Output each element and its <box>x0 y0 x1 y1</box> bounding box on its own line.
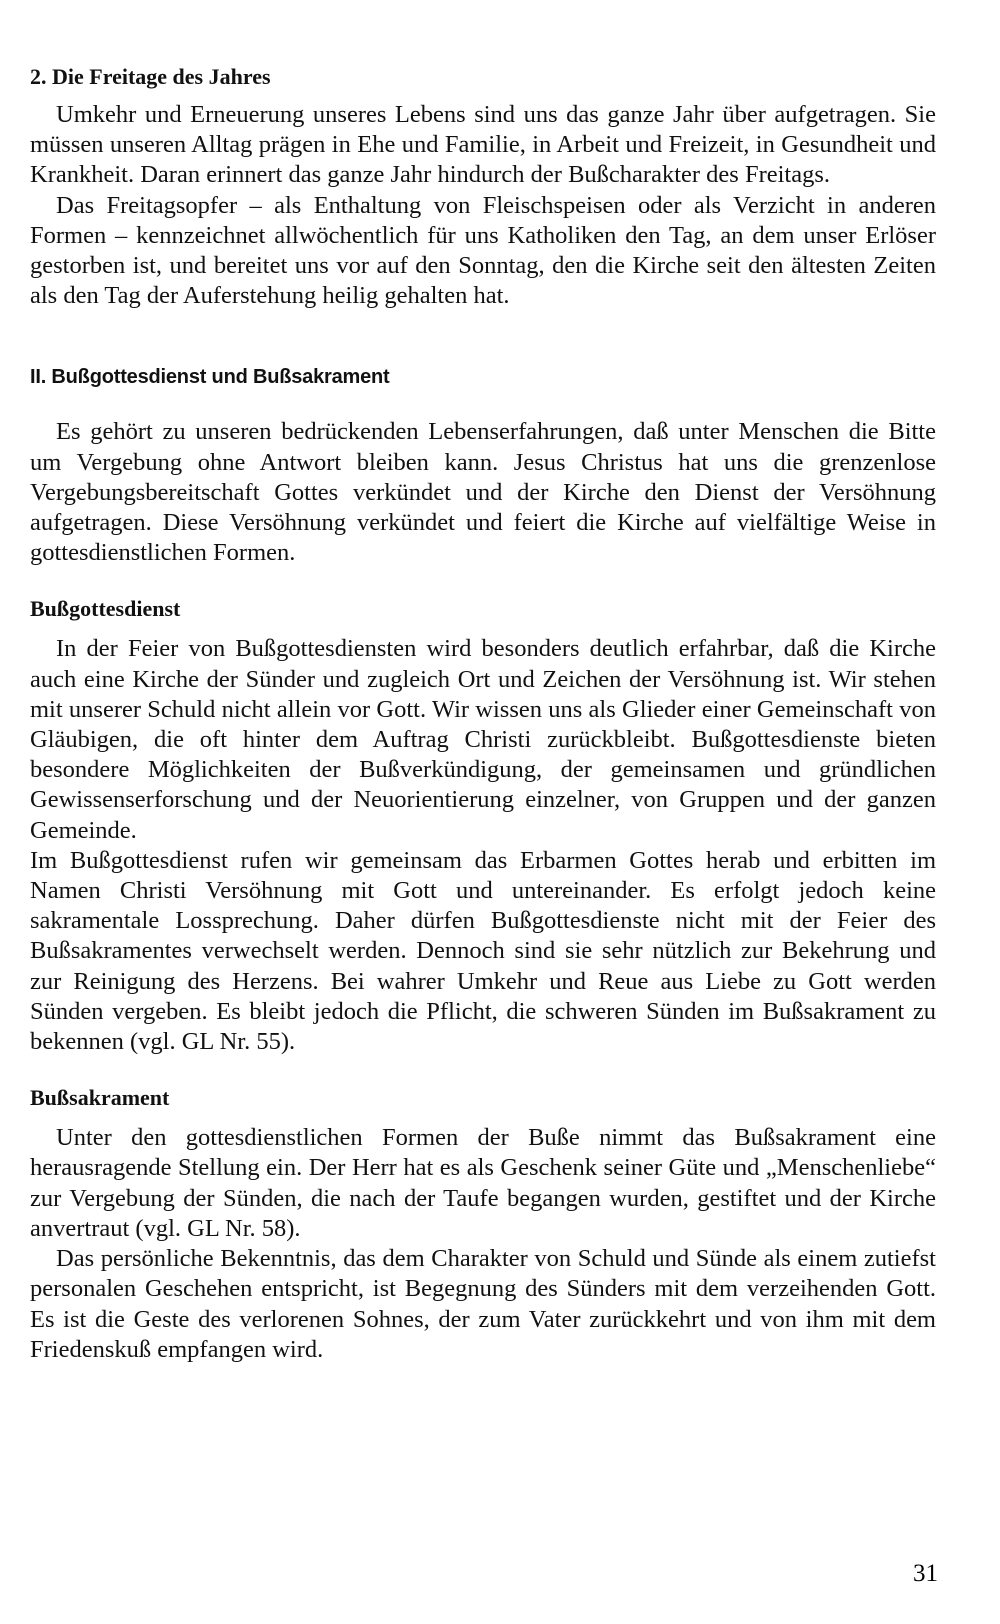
paragraph: Im Bußgottesdienst rufen wir gemeinsam das Erbarmen Gottes herab und erbitten im Namen Christi Versöhnung mit Gott und untereinander. Es erfolgt jedoch keine sakramentale Lossprechung. Daher dürfen Bußgottesdienste nicht mit der Feier des Bußsakramentes verwechselt werden. Dennoch sind sie sehr nützlich zur Bekehrung und zur Reinigung des Herzens. Bei wahrer Umkehr und Reue aus Liebe zu Gott werden Sünden vergeben. Es bleibt jedoch die Pflicht, die schweren Sünden im Bußsakrament zu bekennen (vgl. GL Nr. 55). <box>30 846 936 1056</box>
paragraph: Unter den gottesdienstlichen Formen der Buße nimmt das Bußsakrament eine herausragende Stellung ein. Der Herr hat es als Geschenk seiner Güte und „Menschenliebe“ zur Vergebung der Sünden, die nach der Taufe begangen wurden, gestiftet und der Kirche anvertraut (vgl. GL Nr. 58). <box>30 1124 936 1242</box>
subheading-bussgottesdienst: Bußgottesdienst <box>30 596 181 622</box>
section-heading-busse: II. Bußgottesdienst und Bußsakrament <box>30 366 390 389</box>
subheading-busssakrament: Bußsakrament <box>30 1085 170 1111</box>
paragraph: Es gehört zu unseren bedrückenden Lebenserfahrungen, daß unter Menschen die Bitte um Vergebung ohne Antwort bleiben kann. Jesus Christus hat uns die grenzenlose Vergebungsbereitschaft Gottes verkündet und der Kirche den Dienst der Versöhnung aufgetragen. Diese Versöhnung verkündet und feiert die Kirche auf vielfältige Weise in gottesdienstlichen Formen. <box>30 418 936 567</box>
paragraph: Das Freitagsopfer – als Enthaltung von Fleischspeisen oder als Verzicht in anderen Formen – kennzeichnet allwöchentlich für uns Katholiken den Tag, an dem unser Erlöser gestorben ist, und bereitet uns vor auf den Sonntag, den die Kirche seit den ältesten Zeiten als den Tag der Auferstehung heilig gehalten hat. <box>30 191 936 310</box>
paragraph: Das persönliche Bekenntnis, das dem Charakter von Schuld und Sünde als einem zutiefst personalen Geschehen entspricht, ist Begegnung des Sünders mit dem verzeihenden Gott. Es ist die Geste des verlorenen Sohnes, der zum Vater zurückkehrt und von ihm mit dem Friedenskuß empfangen wird. <box>30 1245 936 1363</box>
page-content <box>30 62 936 1365</box>
paragraph: Umkehr und Erneuerung unseres Lebens sind uns das ganze Jahr über aufgetragen. Sie müssen unseren Alltag prägen in Ehe und Familie, in Arbeit und Freizeit, in Gesundheit und Krankheit. Daran erinnert das ganze Jahr hindurch der Bußcharakter des Freitags. <box>30 101 936 189</box>
section-heading-freitage: 2. Die Freitage des Jahres <box>30 64 271 89</box>
page-number: 31 <box>913 1560 938 1587</box>
paragraph: In der Feier von Bußgottesdiensten wird besonders deutlich erfahrbar, daß die Kirche auch eine Kirche der Sünder und zugleich Ort und Zeichen der Versöhnung ist. Wir stehen mit unserer Schuld nicht allein vor Gott. Wir wissen uns als Glieder einer Gemeinschaft von Gläubigen, die oft hinter dem Auftrag Christi zurückbleibt. Bußgottesdienste bieten besondere Möglichkeiten der Bußverkündigung, der gemeinsamen und gründlichen Gewissenserforschung und der Neuorientierung einzelner, von Gruppen und der ganzen Gemeinde. <box>30 635 936 844</box>
